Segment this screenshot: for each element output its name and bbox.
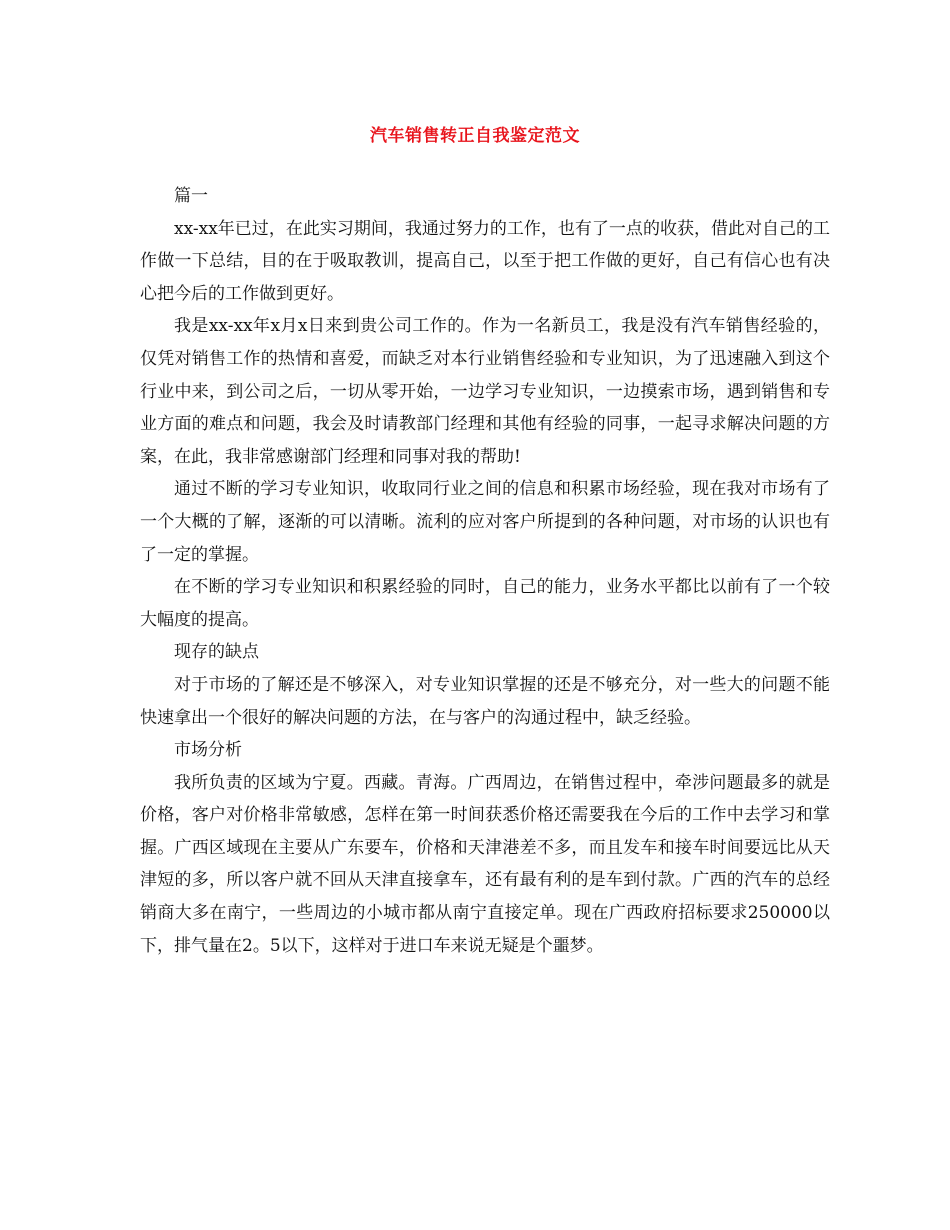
paragraph: 对于市场的了解还是不够深入，对专业知识掌握的还是不够充分，对一些大的问题不能快速拿出一个很好的解决问题的方法，在与客户的沟通过程中，缺乏经验。 xyxy=(140,674,830,728)
paragraph: xx-xx年已过，在此实习期间，我通过努力的工作，也有了一点的收获，借此对自己的工作做一下总结，目的在于吸取教训，提高自己，以至于把工作做的更好，自己有信心也有决心把今后的工作做到更好。 xyxy=(140,218,830,304)
section-heading: 篇一 xyxy=(174,186,208,206)
paragraph: 在不断的学习专业知识和积累经验的同时，自己的能力，业务水平都比以前有了一个较大幅度的提高。 xyxy=(140,577,830,630)
section-heading: 现存的缺点 xyxy=(174,642,259,663)
document-title: 汽车销售转正自我鉴定范文 xyxy=(370,126,580,146)
paragraph: 通过不断的学习专业知识，收取同行业之间的信息和积累市场经验，现在我对市场有了一个大概的了解，逐渐的可以清晰。流利的应对客户所提到的各种问题，对市场的认识也有了一定的掌握。 xyxy=(140,479,830,565)
section-heading: 市场分析 xyxy=(174,740,242,761)
document-body xyxy=(140,180,830,962)
paragraph: 我所负责的区域为宁夏。西藏。青海。广西周边，在销售过程中，牵涉问题最多的就是价格，客户对价格非常敏感，怎样在第一时间获悉价格还需要我在今后的工作中去学习和掌握。广西区域现在主要从广东要车，价格和天津港差不多，而且发车和接车时间要远比从天津短的多，所以客户就不回从天津直接拿车，还有最有利的是车到付款。广西的汽车的总经销商大多在南宁，一些周边的小城市都从南宁直接定单。现在广西政府招标要求250000以下，排气量在2。5以下，这样对于进口车来说无疑是个噩梦。 xyxy=(140,772,830,956)
paragraph: 我是xx-xx年x月x日来到贵公司工作的。作为一名新员工，我是没有汽车销售经验的，仅凭对销售工作的热情和喜爱，而缺乏对本行业销售经验和专业知识，为了迅速融入到这个行业中来，到公司之后，一切从零开始，一边学习专业知识，一边摸索市场，遇到销售和专业方面的难点和问题，我会及时请教部门经理和其他有经验的同事，一起寻求解决问题的方案，在此，我非常感谢部门经理和同事对我的帮助! xyxy=(140,316,830,467)
